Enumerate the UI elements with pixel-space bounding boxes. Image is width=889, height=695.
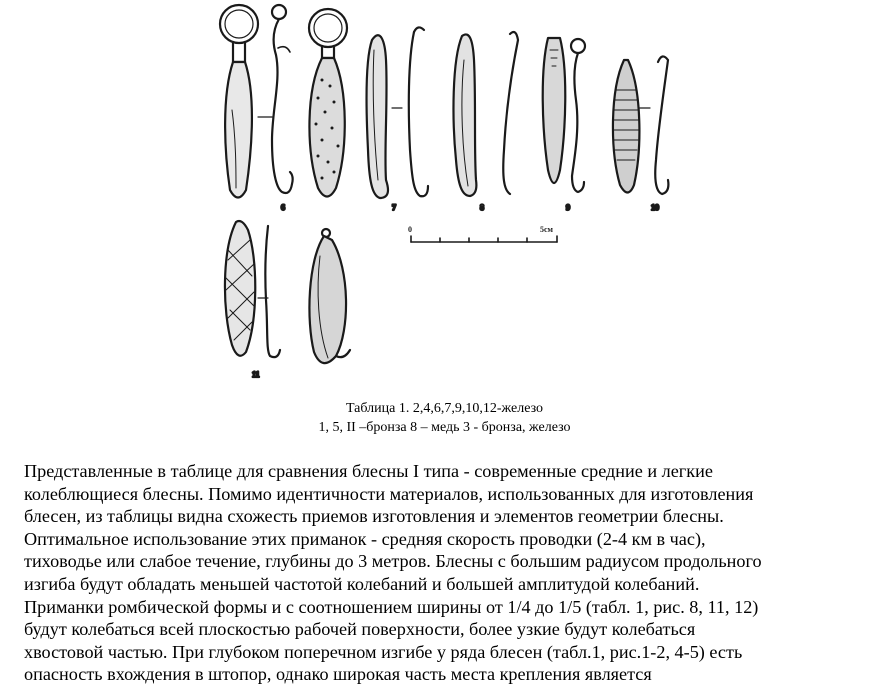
scale-label-max: 5см [540,225,553,234]
text-line: опасность вхождения в штопор, однако широкая часть места крепления является [24,664,652,685]
text-line: изгиба будут обладать меньшей частотой колебаний и большей амплитудой колебаний. [24,573,700,594]
text-line: блесен, из таблицы видна схожесть приемов изготовления и элементов геометрии блесны. [24,506,724,527]
lure-curved-blade-7 [367,27,428,198]
lure-blade-8 [454,32,518,196]
lure-narrow-blade-9 [543,38,585,192]
text-line: Представленные в таблице для сравнения блесны I типа - современные средние и легкие [24,461,713,481]
figure-label-10: 10 [651,203,659,212]
lure-profile-6 [272,5,293,193]
caption-line-1: Таблица 1. 2,4,6,7,9,10,12-железо [345,401,544,416]
lure-ringed-blade-a [220,5,272,198]
text-line: Оптимальное использование этих приманок - средняя скорость проводки (2-4 км в час), [24,528,706,549]
scale-label-zero: 0 [408,225,412,234]
figure-label-7: 7 [392,203,396,212]
figure-label-6: 6 [281,203,285,212]
caption-line-2: 1, 5, II –бронза 8 – медь 3 - бронза, железо [318,420,571,435]
figure-label-8: 8 [480,203,484,212]
scale-bar [411,236,557,242]
text-line: будут колебаться всей плоскостью рабочей поверхности, более узкие будут колебаться [24,619,696,640]
lure-leaf-blade-12 [309,229,350,363]
body-paragraph [24,460,874,686]
text-line: колеблющиеся блесны. Помимо идентичности материалов, использованных для изготовления [24,483,754,504]
lure-rhombic-blade-11 [225,221,280,357]
lure-ringed-dotted-blade [309,9,347,197]
figure-label-9: 9 [566,203,570,212]
text-line: хвостовой частью. При глубоком поперечном изгибе у ряда блесен (табл.1, рис.1-2, 4-5) есть [24,641,743,662]
text-line: тиховодье или слабое течение, глубины до 3 метров. Блесны с большим радиусом продольного [24,551,762,572]
figure-label-11: 11 [252,370,260,379]
text-line: Приманки ромбической формы и с соотношением ширины от 1/4 до 1/5 (табл. 1, рис. 8, 11, 12) [24,596,759,617]
lure-hatched-blade-10 [613,56,668,194]
table-caption [0,399,889,437]
